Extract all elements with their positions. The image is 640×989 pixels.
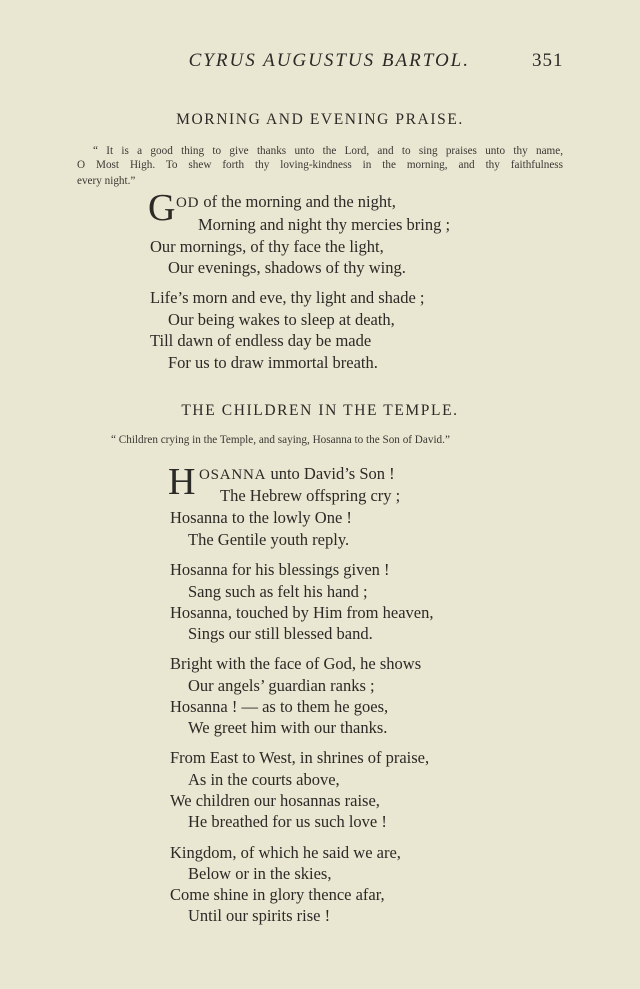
poem1-dropcap: G — [148, 187, 176, 229]
poem2-line: Until our spirits rise ! — [188, 906, 331, 925]
poem2-dropcap: H — [168, 461, 196, 503]
poem1-title: MORNING AND EVENING PRAISE. — [176, 111, 464, 128]
poem2-first-line-rest: unto David’s Son ! — [266, 464, 395, 483]
poem2-line: Below or in the skies, — [188, 864, 332, 883]
poem2-line: Come shine in glory thence afar, — [170, 885, 385, 904]
poem1-line: Morning and night thy mercies bring ; — [198, 215, 451, 234]
poem2-line: Hosanna, touched by Him from heaven, — [170, 603, 434, 622]
poem2-line: The Hebrew offspring cry ; — [220, 486, 401, 505]
poem2-title: THE CHILDREN IN THE TEMPLE. — [181, 402, 459, 419]
poem1-line: For us to draw immortal breath. — [168, 353, 378, 372]
running-head — [0, 50, 640, 74]
poem1-line: Our being wakes to sleep at death, — [168, 310, 395, 329]
page-number: 351 — [532, 50, 564, 71]
poem2-first-line — [199, 464, 395, 485]
poem2-first-word: OSANNA — [199, 467, 267, 483]
poem2-line: Sings our still blessed band. — [188, 624, 373, 643]
poem2-line: Bright with the face of God, he shows — [170, 654, 422, 673]
poem2-epigraph-line: “ Children crying in the Temple, and saying, Hosanna to the Son of David.” — [111, 434, 450, 446]
poem1-first-word: OD — [176, 195, 200, 211]
poem1-epigraph-line: “ It is a good thing to give thanks unto the Lord, and to sing praises unto thy name, — [93, 145, 563, 157]
poem1-line: Our mornings, of thy face the light, — [150, 237, 384, 256]
poem2-line: We children our hosannas raise, — [170, 791, 380, 810]
poem1-line: Till dawn of endless day be made — [150, 331, 372, 350]
poem2-line: We greet him with our thanks. — [188, 718, 388, 737]
poem2-line: He breathed for us such love ! — [188, 812, 387, 831]
poem1-first-line-rest: of the morning and the night, — [199, 192, 396, 211]
poem2-line: Kingdom, of which he said we are, — [170, 843, 401, 862]
poem1-epigraph-line: every night.” — [77, 175, 136, 187]
poem2-line: Our angels’ guardian ranks ; — [188, 676, 375, 695]
poem2-line: Hosanna ! — as to them he goes, — [170, 697, 389, 716]
poem1-epigraph-line: O Most High. To shew forth thy loving-kindness in the morning, and thy faithfulness — [77, 159, 563, 171]
poem1-line: Our evenings, shadows of thy wing. — [168, 258, 406, 277]
poem1-line: Life’s morn and eve, thy light and shade ; — [150, 288, 425, 307]
poem2-line: Hosanna to the lowly One ! — [170, 508, 352, 527]
poem2-line: From East to West, in shrines of praise, — [170, 748, 430, 767]
poem1-first-line — [176, 192, 396, 213]
running-title: CYRUS AUGUSTUS BARTOL. — [188, 50, 470, 71]
poem2-line: Sang such as felt his hand ; — [188, 582, 368, 601]
poem2-line: Hosanna for his blessings given ! — [170, 560, 390, 579]
poem2-line: The Gentile youth reply. — [188, 530, 350, 549]
poem2-line: As in the courts above, — [188, 770, 340, 789]
